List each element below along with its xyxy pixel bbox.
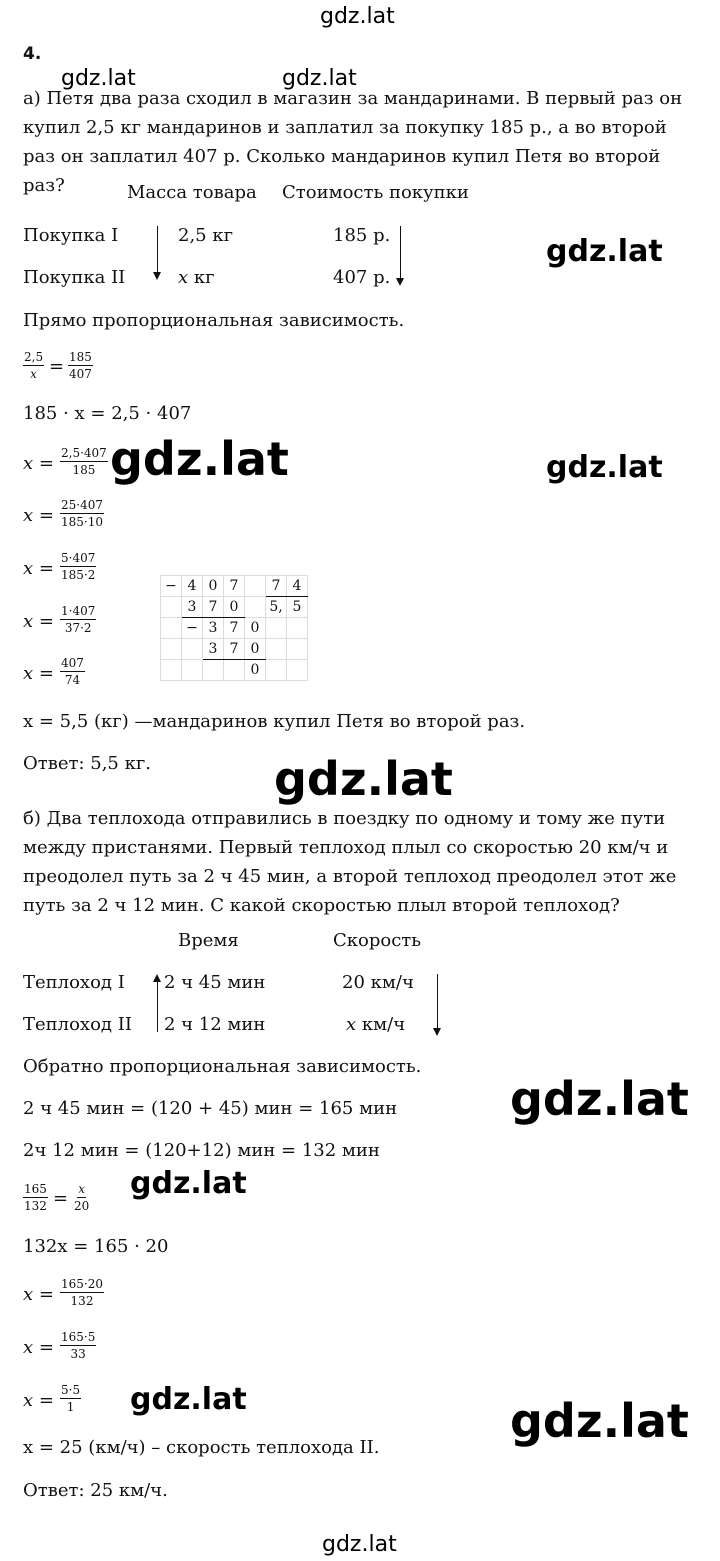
arrow-down-icon xyxy=(433,1028,441,1036)
division-cell: 0 xyxy=(224,597,245,618)
division-cell: 7 xyxy=(266,576,287,597)
conversion-1: 2 ч 45 мин = (120 + 45) мин = 165 мин xyxy=(23,1098,398,1119)
fraction: $\frac{25\cdot 407}{185\cdot 10}$ xyxy=(61,498,103,529)
division-cell: 4 xyxy=(287,576,308,597)
division-cell xyxy=(245,576,266,597)
division-cell: − xyxy=(161,576,182,597)
answer-a: Ответ: 5,5 кг. xyxy=(23,753,151,774)
division-cell xyxy=(203,660,224,681)
division-cell xyxy=(287,639,308,660)
purchase-2-mass: x кг xyxy=(178,267,215,288)
answer-b: Ответ: 25 км/ч. xyxy=(23,1480,168,1501)
division-cell: 7 xyxy=(224,618,245,639)
watermark-text: gdz.lat xyxy=(282,66,357,91)
division-cell: 0 xyxy=(245,639,266,660)
ship-2-speed: x км/ч xyxy=(346,1014,406,1035)
x-equals: x = xyxy=(23,663,54,684)
arrow-down-icon xyxy=(396,278,404,286)
fraction: $\frac{165\cdot 20}{132}$ xyxy=(61,1277,103,1308)
division-cell: 7 xyxy=(224,576,245,597)
problem-b-text: б) Два теплохода отправились в поездку по одному и тому же пути между пристанями. Первый теплоход плыл со скоростью 20 км/ч и преодолел путь за 2 ч 45 мин, а второй теплоход преодолел этот же путь за 2 ч 12 мин. С какой скоростью плыл второй теплоход? xyxy=(23,808,677,916)
division-row xyxy=(161,597,308,618)
fraction: $\frac{2,5\cdot 407}{185}$ xyxy=(61,446,107,477)
row-label-ship-1: Теплоход I xyxy=(23,972,125,993)
dependency-a: Прямо пропорциональная зависимость. xyxy=(23,310,405,331)
ship-2-time: 2 ч 12 мин xyxy=(164,1014,266,1035)
division-row xyxy=(161,660,308,681)
ship-1-speed: 20 км/ч xyxy=(342,972,414,993)
problem-a-text: а) Петя два раза сходил в магазин за мандаринами. В первый раз он купил 2,5 кг мандаринов и заплатил за покупку 185 р., а во второй раз он заплатил 407 р. Сколько мандаринов купил Петя во второй раз? xyxy=(23,88,683,196)
arrow-down-icon xyxy=(157,226,158,272)
division-cell: 0 xyxy=(245,660,266,681)
division-cell: 3 xyxy=(203,618,224,639)
division-cell: 3 xyxy=(203,639,224,660)
purchase-1-mass: 2,5 кг xyxy=(178,225,234,246)
division-row xyxy=(161,576,308,597)
x-equals: x = xyxy=(23,453,54,474)
x-equals: x = xyxy=(23,505,54,526)
watermark-text: gdz.lat xyxy=(546,234,663,269)
arrow-down-icon xyxy=(153,272,161,280)
division-cell xyxy=(161,597,182,618)
equation-b-1: 132x = 165 · 20 xyxy=(23,1236,169,1257)
division-cell xyxy=(245,597,266,618)
watermark-text: gdz.lat xyxy=(510,1394,689,1448)
long-division-grid xyxy=(160,575,308,681)
column-header-speed: Скорость xyxy=(333,930,422,951)
division-cell xyxy=(287,618,308,639)
watermark-text: gdz.lat xyxy=(130,1166,247,1201)
watermark-text: gdz.lat xyxy=(546,450,663,485)
row-label-purchase-2: Покупка II xyxy=(23,267,126,288)
row-label-purchase-1: Покупка I xyxy=(23,225,119,246)
x-equals: x = xyxy=(23,558,54,579)
arrow-down-icon xyxy=(437,974,438,1028)
column-header-mass: Масса товара xyxy=(127,182,257,203)
division-cell: − xyxy=(182,618,203,639)
watermark-text: gdz.lat xyxy=(130,1382,247,1417)
division-cell xyxy=(224,660,245,681)
watermark-text: gdz.lat xyxy=(322,1532,397,1557)
division-cell: 4 xyxy=(182,576,203,597)
dependency-b: Обратно пропорциональная зависимость. xyxy=(23,1056,422,1077)
division-cell xyxy=(287,660,308,681)
watermark-text: gdz.lat xyxy=(274,752,453,806)
watermark-text: gdz.lat xyxy=(61,66,136,91)
fraction: $\frac{1\cdot 407}{37\cdot 2}$ xyxy=(61,604,96,635)
result-b: x = 25 (км/ч) – скорость теплохода II. xyxy=(23,1437,380,1458)
arrow-down-icon xyxy=(400,226,401,278)
division-cell: 0 xyxy=(203,576,224,597)
division-cell xyxy=(266,660,287,681)
division-cell xyxy=(266,618,287,639)
division-cell xyxy=(161,639,182,660)
conversion-2: 2ч 12 мин = (120+12) мин = 132 мин xyxy=(23,1140,380,1161)
fraction: $\frac{185}{407}$ xyxy=(69,350,92,381)
division-row xyxy=(161,639,308,660)
fraction: $\frac{407}{74}$ xyxy=(61,656,84,687)
division-cell xyxy=(182,660,203,681)
ship-1-time: 2 ч 45 мин xyxy=(164,972,266,993)
fraction: $\frac{5\cdot 5}{1}$ xyxy=(61,1383,81,1414)
arrow-up-icon xyxy=(153,974,161,982)
division-cell: 7 xyxy=(203,597,224,618)
column-header-cost: Стоимость покупки xyxy=(282,182,469,203)
equals-sign: = xyxy=(49,356,65,377)
watermark-text: gdz.lat xyxy=(510,1072,689,1126)
fraction: $\frac{2,5}{x}$ xyxy=(24,350,44,381)
row-label-ship-2: Теплоход II xyxy=(23,1014,132,1035)
column-header-time: Время xyxy=(178,930,239,951)
x-equals: x = xyxy=(23,1284,54,1305)
x-equals: x = xyxy=(23,1390,54,1411)
division-cell xyxy=(161,660,182,681)
purchase-2-cost: 407 р. xyxy=(333,267,391,288)
division-cell xyxy=(182,639,203,660)
x-equals: x = xyxy=(23,1337,54,1358)
division-cell: 3 xyxy=(182,597,203,618)
division-row xyxy=(161,618,308,639)
arrow-up-icon xyxy=(157,982,158,1032)
equals-sign: = xyxy=(53,1188,69,1209)
purchase-1-cost: 185 р. xyxy=(333,225,391,246)
division-cell xyxy=(266,639,287,660)
watermark-text: gdz.lat xyxy=(320,4,395,29)
watermark-text: gdz.lat xyxy=(110,432,289,486)
fraction: $\frac{165\cdot 5}{33}$ xyxy=(61,1330,96,1361)
division-cell: 5 xyxy=(287,597,308,618)
division-cell: 7 xyxy=(224,639,245,660)
equation-a-1: 185 · x = 2,5 · 407 xyxy=(23,403,192,424)
fraction: $\frac{x}{20}$ xyxy=(74,1182,90,1213)
division-cell: 5, xyxy=(266,597,287,618)
division-cell xyxy=(161,618,182,639)
result-a: x = 5,5 (кг) —мандаринов купил Петя во второй раз. xyxy=(23,711,526,732)
x-equals: x = xyxy=(23,611,54,632)
fraction: $\frac{5\cdot 407}{185\cdot 2}$ xyxy=(61,551,96,582)
task-number: 4. xyxy=(23,44,42,64)
division-cell: 0 xyxy=(245,618,266,639)
fraction: $\frac{165}{132}$ xyxy=(24,1182,47,1213)
